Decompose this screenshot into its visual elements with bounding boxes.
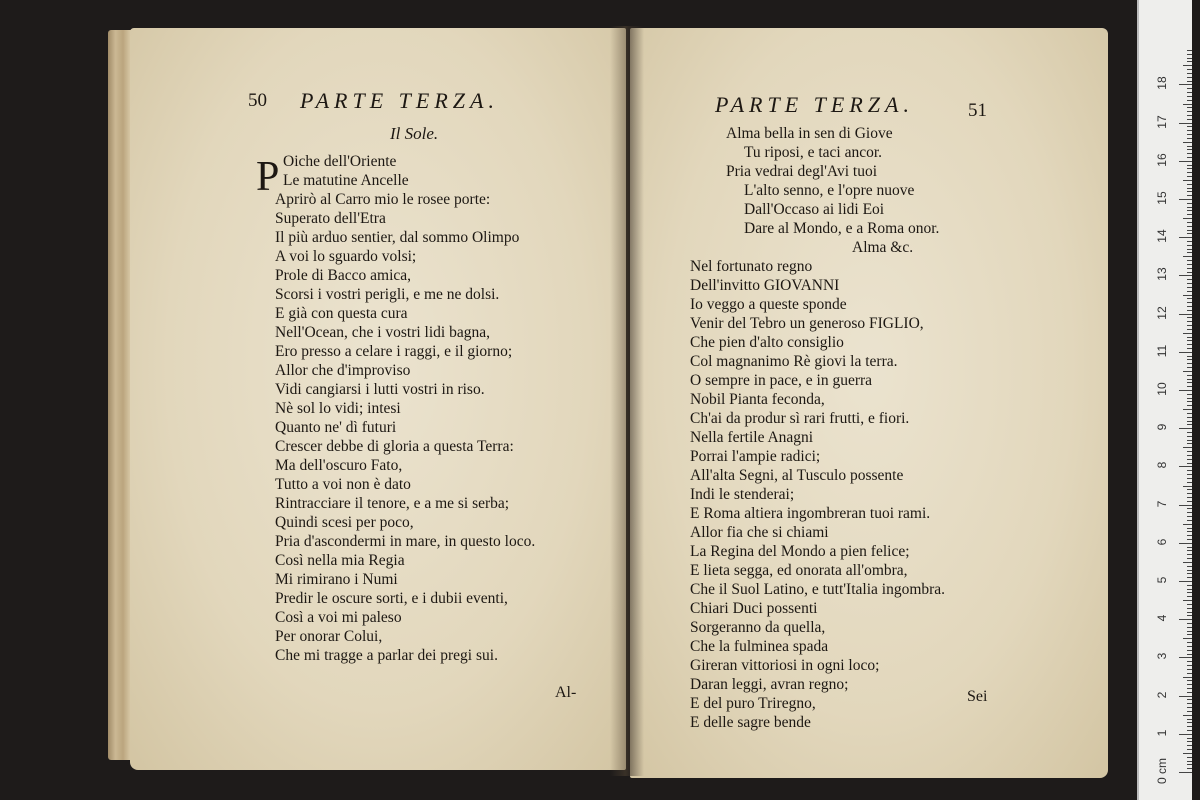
ruler-tick — [1187, 88, 1192, 89]
ruler-tick — [1187, 214, 1192, 215]
ruler-tick — [1187, 627, 1192, 628]
ruler-tick — [1187, 577, 1192, 578]
ruler-tick — [1187, 436, 1192, 437]
left-text-line: Scorsi i vostri perigli, e me ne dolsi. — [275, 286, 500, 303]
left-text-line: Predir le oscure sorti, e i dubii eventi, — [275, 590, 508, 607]
left-text-line: Così a voi mi paleso — [275, 609, 402, 626]
right-page — [630, 28, 1108, 778]
ruler-tick — [1183, 371, 1192, 372]
ruler-tick — [1187, 550, 1192, 551]
ruler-tick — [1187, 665, 1192, 666]
ruler-tick — [1187, 623, 1192, 624]
ruler-tick — [1187, 210, 1192, 211]
ruler-tick — [1187, 268, 1192, 269]
ruler-tick — [1187, 119, 1192, 120]
left-text-line: Tutto a voi non è dato — [275, 476, 411, 493]
ruler-tick — [1187, 512, 1192, 513]
ruler-tick — [1187, 592, 1192, 593]
ruler-tick — [1187, 115, 1192, 116]
ruler-tick — [1187, 421, 1192, 422]
ruler-tick — [1187, 692, 1192, 693]
right-text-line: Alma &c. — [852, 239, 914, 256]
ruler-tick — [1187, 107, 1192, 108]
right-text-line: Tu riposi, e taci ancor. — [744, 144, 883, 161]
ruler-tick — [1187, 463, 1192, 464]
ruler-tick — [1187, 413, 1192, 414]
ruler-tick — [1187, 283, 1192, 284]
right-text-line: Che la fulminea spada — [690, 638, 829, 655]
ruler-tick — [1187, 738, 1192, 739]
ruler-label: 10 — [1155, 382, 1169, 396]
ruler-tick — [1187, 321, 1192, 322]
left-text-line: Le matutine Ancelle — [283, 172, 409, 189]
left-text-line: Pria d'ascondermi in mare, in questo loco. — [275, 533, 536, 550]
ruler-label: 4 — [1155, 614, 1169, 622]
ruler-tick — [1187, 146, 1192, 147]
ruler-tick — [1179, 275, 1192, 276]
ruler-tick — [1187, 188, 1192, 189]
ruler-tick — [1179, 543, 1192, 544]
right-text-line: Pria vedrai degl'Avi tuoi — [726, 163, 878, 180]
right-text-line: Allor fia che si chiami — [690, 524, 829, 541]
left-text-block — [275, 152, 535, 665]
ruler-tick — [1187, 707, 1192, 708]
ruler-label: 12 — [1155, 305, 1169, 320]
ruler-tick — [1187, 573, 1192, 574]
ruler-tick — [1187, 340, 1192, 341]
ruler-tick — [1183, 562, 1192, 563]
ruler-tick — [1179, 84, 1192, 85]
ruler-tick — [1187, 165, 1192, 166]
ruler-tick — [1187, 673, 1192, 674]
ruler-tick — [1187, 195, 1192, 196]
right-text-line: Sorgeranno da quella, — [690, 619, 826, 636]
left-text-line: Allor che d'improviso — [275, 362, 411, 379]
left-page-number: 50 — [248, 90, 267, 111]
ruler-tick — [1187, 570, 1192, 571]
ruler-tick — [1183, 447, 1192, 448]
right-text-line: La Regina del Mondo a pien felice; — [690, 543, 910, 560]
ruler-tick — [1187, 337, 1192, 338]
left-text-line: Che mi tragge a parlar dei pregi sui. — [275, 647, 498, 664]
right-text-line: E delle sagre bende — [690, 714, 811, 731]
right-text-line: Nobil Pianta feconda, — [690, 391, 825, 408]
right-text-line: Che il Suol Latino, e tutt'Italia ingombra. — [690, 581, 946, 598]
ruler-tick — [1187, 287, 1192, 288]
ruler-tick — [1187, 226, 1192, 227]
right-text-line: Io veggo a queste sponde — [690, 296, 847, 313]
ruler-tick — [1187, 130, 1192, 131]
ruler-tick — [1187, 749, 1192, 750]
drop-cap: P — [256, 154, 280, 200]
right-text-line: E Roma altiera ingombreran tuoi rami. — [690, 505, 931, 522]
left-text-line: Mi rimirano i Numi — [275, 571, 398, 588]
ruler-tick — [1187, 612, 1192, 613]
ruler-tick — [1179, 696, 1192, 697]
left-running-head: PARTE TERZA. — [300, 88, 499, 113]
right-text-line: E del puro Triregno, — [690, 695, 816, 712]
ruler-tick — [1187, 233, 1192, 234]
ruler-tick — [1179, 199, 1192, 200]
ruler-tick — [1187, 757, 1192, 758]
ruler-tick — [1187, 424, 1192, 425]
ruler-tick — [1187, 489, 1192, 490]
ruler-tick — [1187, 478, 1192, 479]
ruler-tick — [1187, 493, 1192, 494]
ruler-tick — [1187, 554, 1192, 555]
ruler-tick — [1187, 497, 1192, 498]
right-text-line: Nel fortunato regno — [690, 258, 813, 275]
ruler-tick — [1179, 505, 1192, 506]
ruler-label: 18 — [1155, 76, 1169, 91]
ruler-tick — [1187, 741, 1192, 742]
left-text-line: Così nella mia Regia — [275, 552, 405, 569]
ruler-tick — [1183, 524, 1192, 525]
ruler-label: 6 — [1155, 538, 1169, 546]
left-text-line: E già con questa cura — [275, 305, 408, 322]
ruler-tick — [1187, 726, 1192, 727]
ruler-label: 3 — [1155, 653, 1169, 660]
ruler-tick — [1179, 619, 1192, 620]
ruler-tick — [1187, 359, 1192, 360]
ruler-tick — [1187, 249, 1192, 250]
ruler-tick — [1183, 256, 1192, 257]
ruler-tick — [1187, 348, 1192, 349]
ruler-tick — [1187, 260, 1192, 261]
ruler-tick — [1187, 379, 1192, 380]
ruler-tick — [1187, 96, 1192, 97]
ruler-tick — [1187, 264, 1192, 265]
ruler-tick — [1179, 466, 1192, 467]
ruler-tick — [1187, 501, 1192, 502]
ruler-tick — [1187, 92, 1192, 93]
ruler-tick — [1187, 699, 1192, 700]
ruler-tick — [1187, 631, 1192, 632]
ruler-tick — [1187, 291, 1192, 292]
ruler-tick — [1183, 104, 1192, 105]
ruler-tick — [1187, 443, 1192, 444]
ruler-label: 14 — [1155, 229, 1169, 243]
ruler-label: 2 — [1155, 691, 1169, 698]
ruler-tick — [1183, 638, 1192, 639]
right-text-line: Che pien d'alto consiglio — [690, 334, 844, 351]
ruler-tick — [1187, 634, 1192, 635]
ruler-tick — [1187, 520, 1192, 521]
left-text-line: Nell'Ocean, che i vostri lidi bagna, — [275, 324, 490, 341]
ruler-tick — [1187, 722, 1192, 723]
ruler-tick — [1187, 516, 1192, 517]
ruler-tick — [1187, 325, 1192, 326]
ruler-tick — [1187, 111, 1192, 112]
ruler-tick — [1183, 753, 1192, 754]
right-text-line: E lieta segga, ed onorata all'ombra, — [690, 562, 908, 579]
left-text-line: Crescer debbe di gloria a questa Terra: — [275, 438, 514, 455]
right-text-line: Dare al Mondo, e a Roma onor. — [744, 220, 940, 237]
ruler-tick — [1187, 650, 1192, 651]
ruler-tick — [1187, 535, 1192, 536]
ruler-tick — [1187, 367, 1192, 368]
ruler-tick — [1187, 432, 1192, 433]
left-text-line: Oiche dell'Oriente — [283, 153, 397, 170]
ruler-tick — [1187, 61, 1192, 62]
ruler-tick — [1179, 734, 1192, 735]
right-running-head: PARTE TERZA. — [715, 92, 914, 117]
right-text-line: L'alto senno, e l'opre nuove — [744, 182, 915, 199]
ruler-tick — [1183, 600, 1192, 601]
right-text-line: Gireran vittoriosi in ogni loco; — [690, 657, 880, 674]
ruler-label: 16 — [1155, 153, 1169, 167]
ruler-label: 15 — [1155, 191, 1169, 205]
ruler-tick — [1183, 409, 1192, 410]
ruler-tick — [1187, 375, 1192, 376]
ruler-tick — [1187, 761, 1192, 762]
ruler-tick — [1179, 352, 1192, 353]
right-text-line: Venir del Tebro un generoso FIGLIO, — [690, 315, 924, 332]
left-text-line: Il più arduo sentier, dal sommo Olimpo — [275, 229, 520, 246]
ruler-tick — [1183, 333, 1192, 334]
ruler-label: 11 — [1155, 344, 1169, 358]
ruler-tick — [1179, 237, 1192, 238]
ruler-tick — [1187, 153, 1192, 154]
ruler-tick — [1179, 390, 1192, 391]
ruler-tick — [1183, 677, 1192, 678]
right-text-line: Nella fertile Anagni — [690, 429, 814, 446]
ruler-label: 8 — [1155, 462, 1169, 469]
left-text-line: Ero presso a celare i raggi, e il giorno; — [275, 343, 513, 360]
ruler-tick — [1187, 703, 1192, 704]
ruler-tick — [1187, 405, 1192, 406]
ruler-tick — [1187, 386, 1192, 387]
ruler-tick — [1187, 54, 1192, 55]
ruler-tick — [1187, 585, 1192, 586]
ruler-tick — [1183, 218, 1192, 219]
ruler-tick — [1187, 310, 1192, 311]
ruler-tick — [1187, 382, 1192, 383]
ruler-tick — [1179, 657, 1192, 658]
ruler-tick — [1187, 298, 1192, 299]
ruler-tick — [1187, 241, 1192, 242]
ruler-tick — [1187, 203, 1192, 204]
right-text-line: Dell'invitto GIOVANNI — [690, 277, 840, 294]
ruler-tick — [1187, 528, 1192, 529]
ruler-tick — [1187, 184, 1192, 185]
ruler-label: 0 cm — [1155, 758, 1169, 785]
right-text-line: Chiari Duci possenti — [690, 600, 818, 617]
ruler-tick — [1179, 123, 1192, 124]
ruler-tick — [1187, 470, 1192, 471]
ruler-tick — [1187, 654, 1192, 655]
ruler-tick — [1187, 149, 1192, 150]
right-text-line: All'alta Segni, al Tusculo possente — [690, 467, 904, 484]
right-text-line: Daran leggi, avran regno; — [690, 676, 849, 693]
ruler-tick — [1187, 440, 1192, 441]
ruler-tick — [1187, 688, 1192, 689]
ruler-tick — [1187, 451, 1192, 452]
ruler-tick — [1187, 317, 1192, 318]
ruler-tick — [1183, 180, 1192, 181]
ruler-tick — [1187, 302, 1192, 303]
ruler-tick — [1187, 272, 1192, 273]
ruler-tick — [1187, 661, 1192, 662]
left-text-line: Rintracciare il tenore, e a me si serba; — [275, 495, 510, 512]
right-text-line: Ch'ai da produr sì rari frutti, e fiori. — [690, 410, 910, 427]
ruler-tick — [1179, 581, 1192, 582]
ruler-tick — [1183, 65, 1192, 66]
ruler-tick — [1187, 455, 1192, 456]
right-text-block — [690, 124, 945, 732]
left-text-line: Vidi cangiarsi i lutti vostri in riso. — [275, 381, 485, 398]
left-text-line: Superato dell'Etra — [275, 210, 386, 227]
ruler-tick — [1187, 642, 1192, 643]
ruler-tick — [1187, 608, 1192, 609]
ruler-label: 7 — [1155, 500, 1169, 507]
ruler-tick — [1187, 138, 1192, 139]
left-page — [130, 28, 626, 770]
ruler-label: 13 — [1155, 267, 1169, 282]
ruler-tick — [1187, 615, 1192, 616]
ruler-tick — [1187, 459, 1192, 460]
ruler-tick — [1187, 168, 1192, 169]
left-text-line: Quanto ne' dì futuri — [275, 419, 397, 436]
right-text-line: Col magnanimo Rè giovi la terra. — [690, 353, 898, 370]
ruler-label: 5 — [1155, 576, 1169, 584]
ruler-tick — [1183, 715, 1192, 716]
ruler-label: 17 — [1155, 114, 1169, 129]
right-page-number: 51 — [968, 100, 987, 121]
ruler-label: 1 — [1155, 729, 1169, 737]
ruler-tick — [1187, 176, 1192, 177]
ruler-tick — [1187, 222, 1192, 223]
ruler-tick — [1187, 680, 1192, 681]
ruler-tick — [1187, 531, 1192, 532]
ruler-tick — [1187, 768, 1192, 769]
book-gutter — [610, 26, 644, 776]
ruler-tick — [1187, 100, 1192, 101]
ruler-tick — [1187, 191, 1192, 192]
ruler-tick — [1187, 764, 1192, 765]
ruler-tick — [1183, 486, 1192, 487]
ruler-tick — [1187, 306, 1192, 307]
left-text-line: Quindi scesi per poco, — [275, 514, 414, 531]
ruler-tick — [1187, 401, 1192, 402]
ruler-tick — [1187, 81, 1192, 82]
ruler-tick — [1187, 745, 1192, 746]
ruler-tick — [1187, 566, 1192, 567]
ruler-tick — [1187, 508, 1192, 509]
right-text-line: Dall'Occaso ai lidi Eoi — [744, 201, 885, 218]
right-text-line: Alma bella in sen di Giove — [726, 125, 893, 142]
ruler-tick — [1187, 77, 1192, 78]
left-catchword: Al- — [555, 684, 577, 701]
ruler-tick — [1187, 558, 1192, 559]
left-text-line: Aprirò al Carro mio le rosee porte: — [275, 191, 491, 208]
ruler-tick — [1179, 161, 1192, 162]
ruler-tick — [1187, 684, 1192, 685]
ruler-tick — [1183, 295, 1192, 296]
right-text-line: Indi le stenderai; — [690, 486, 795, 503]
right-catchword: Sei — [967, 688, 988, 705]
ruler-tick — [1187, 134, 1192, 135]
left-text-line: Nè sol lo vidi; intesi — [275, 400, 401, 417]
ruler-tick — [1187, 344, 1192, 345]
left-text-line: Per onorar Colui, — [275, 628, 383, 645]
ruler-tick — [1187, 230, 1192, 231]
measurement-ruler — [1137, 0, 1192, 800]
ruler-tick — [1187, 417, 1192, 418]
ruler-tick — [1183, 142, 1192, 143]
ruler-tick — [1187, 245, 1192, 246]
left-text-line: Ma dell'oscuro Fato, — [275, 457, 403, 474]
poem-title: Il Sole. — [390, 124, 439, 143]
ruler-tick — [1187, 157, 1192, 158]
ruler-tick — [1187, 730, 1192, 731]
ruler-tick — [1187, 669, 1192, 670]
ruler-tick — [1187, 604, 1192, 605]
ruler-tick — [1179, 428, 1192, 429]
ruler-tick — [1179, 772, 1192, 773]
ruler-tick — [1187, 207, 1192, 208]
ruler-tick — [1187, 356, 1192, 357]
ruler-tick — [1187, 719, 1192, 720]
ruler-tick — [1187, 539, 1192, 540]
ruler-tick — [1187, 58, 1192, 59]
ruler-tick — [1187, 589, 1192, 590]
ruler-tick — [1187, 394, 1192, 395]
ruler-tick — [1187, 73, 1192, 74]
right-text-line: O sempre in pace, e in guerra — [690, 372, 873, 389]
ruler-label: 9 — [1155, 423, 1169, 431]
ruler-tick — [1187, 126, 1192, 127]
ruler-tick — [1187, 279, 1192, 280]
ruler-tick — [1187, 482, 1192, 483]
ruler-tick — [1179, 314, 1192, 315]
ruler-tick — [1187, 474, 1192, 475]
ruler-tick — [1187, 172, 1192, 173]
right-text-line: Porrai l'ampie radici; — [690, 448, 821, 465]
ruler-tick — [1187, 69, 1192, 70]
ruler-tick — [1187, 711, 1192, 712]
ruler-tick — [1187, 363, 1192, 364]
ruler-tick — [1187, 252, 1192, 253]
left-text-line: Prole di Bacco amica, — [275, 267, 412, 284]
ruler-tick — [1187, 398, 1192, 399]
ruler-tick — [1187, 547, 1192, 548]
ruler-tick — [1187, 329, 1192, 330]
left-text-line: A voi lo sguardo volsi; — [275, 248, 417, 265]
ruler-tick — [1187, 596, 1192, 597]
ruler-tick — [1187, 646, 1192, 647]
ruler-tick — [1187, 50, 1192, 51]
